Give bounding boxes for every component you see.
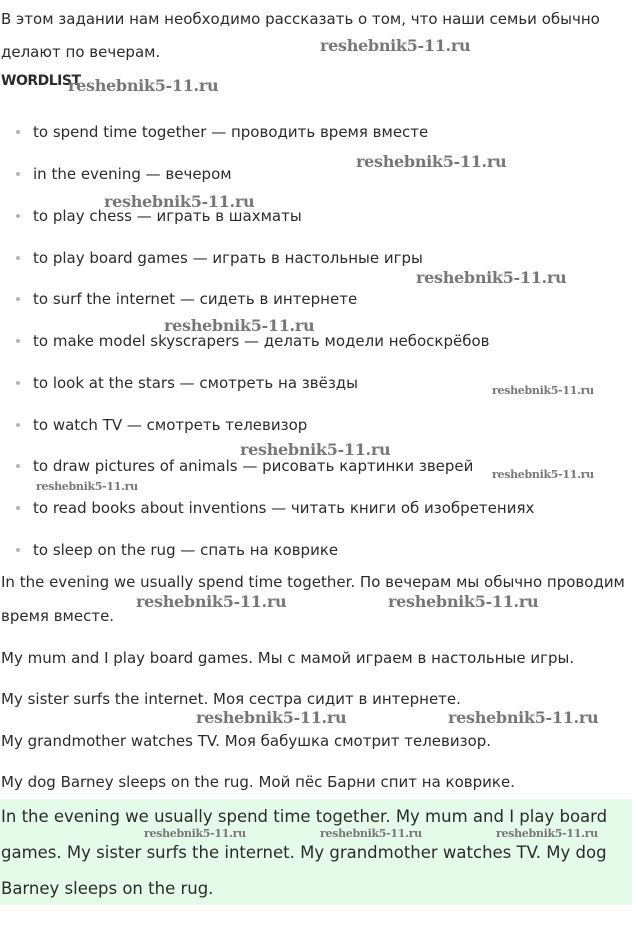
list-item-text: to make model skyscrapers — делать модели небоскрёбов xyxy=(33,332,490,350)
bullet-icon xyxy=(16,256,20,260)
watermark: reshebnik5-11.ru xyxy=(240,440,391,459)
watermark: reshebnik5-11.ru xyxy=(144,827,246,840)
watermark: reshebnik5-11.ru xyxy=(356,152,507,171)
bullet-icon xyxy=(16,130,20,134)
bullet-icon xyxy=(16,339,20,343)
sentence: My sister surfs the internet. Моя сестра сидит в интернете. xyxy=(1,690,461,708)
list-item-text: to sleep on the rug — спать на коврике xyxy=(33,541,339,559)
bullet-icon xyxy=(16,297,20,301)
list-item-text: to look at the stars — смотреть на звёзды xyxy=(33,374,359,392)
bullet-icon xyxy=(16,506,20,510)
watermark: reshebnik5-11.ru xyxy=(448,708,599,727)
watermark: reshebnik5-11.ru xyxy=(196,708,347,727)
watermark: reshebnik5-11.ru xyxy=(320,36,471,55)
list-item-text: to read books about inventions — читать книги об изобретениях xyxy=(33,499,535,517)
watermark: reshebnik5-11.ru xyxy=(68,76,219,95)
watermark: reshebnik5-11.ru xyxy=(164,316,315,335)
sentence: My grandmother watches TV. Моя бабушка смотрит телевизор. xyxy=(1,732,492,750)
sentence: My dog Barney sleeps on the rug. Мой пёс Барни спит на коврике. xyxy=(1,773,515,791)
watermark: reshebnik5-11.ru xyxy=(496,827,598,840)
list-item-text: in the evening — вечером xyxy=(33,165,232,183)
watermark: reshebnik5-11.ru xyxy=(136,592,287,611)
wordlist-title: WORDLIST xyxy=(1,73,81,89)
watermark: reshebnik5-11.ru xyxy=(388,592,539,611)
bullet-icon xyxy=(16,214,20,218)
list-item-text: to spend time together — проводить время вместе xyxy=(33,123,429,141)
watermark: reshebnik5-11.ru xyxy=(492,468,594,481)
list-item-text: to play board games — играть в настольные игры xyxy=(33,249,423,267)
bullet-icon xyxy=(16,548,20,552)
watermark: reshebnik5-11.ru xyxy=(416,268,567,287)
summary-box xyxy=(0,799,632,905)
bullet-icon xyxy=(16,172,20,176)
list-item-text: to surf the internet — сидеть в интернете xyxy=(33,290,358,308)
list-item-text: to draw pictures of animals — рисовать картинки зверей xyxy=(33,457,474,475)
list-item-text: to play chess — играть в шахматы xyxy=(33,207,302,225)
watermark: reshebnik5-11.ru xyxy=(104,192,255,211)
sentence: In the evening we usually spend time together. По вечерам мы обычно проводим время вместе. xyxy=(1,573,625,625)
bullet-icon xyxy=(16,464,20,468)
sentence: My mum and I play board games. Мы с мамой играем в настольные игры. xyxy=(1,649,575,667)
list-item-text: to watch TV — смотреть телевизор xyxy=(33,416,308,434)
bullet-icon xyxy=(16,381,20,385)
summary-text: In the evening we usually spend time together. My mum and I play board games. My sister surfs the internet. My grandmother watches TV. My dog Barney sleeps on the rug. xyxy=(1,807,608,898)
bullet-icon xyxy=(16,423,20,427)
intro-text: В этом задании нам необходимо рассказать о том, что наши семьи обычно делают по вечерам. xyxy=(1,10,600,61)
watermark: reshebnik5-11.ru xyxy=(36,480,138,493)
watermark: reshebnik5-11.ru xyxy=(320,827,422,840)
watermark: reshebnik5-11.ru xyxy=(492,384,594,397)
